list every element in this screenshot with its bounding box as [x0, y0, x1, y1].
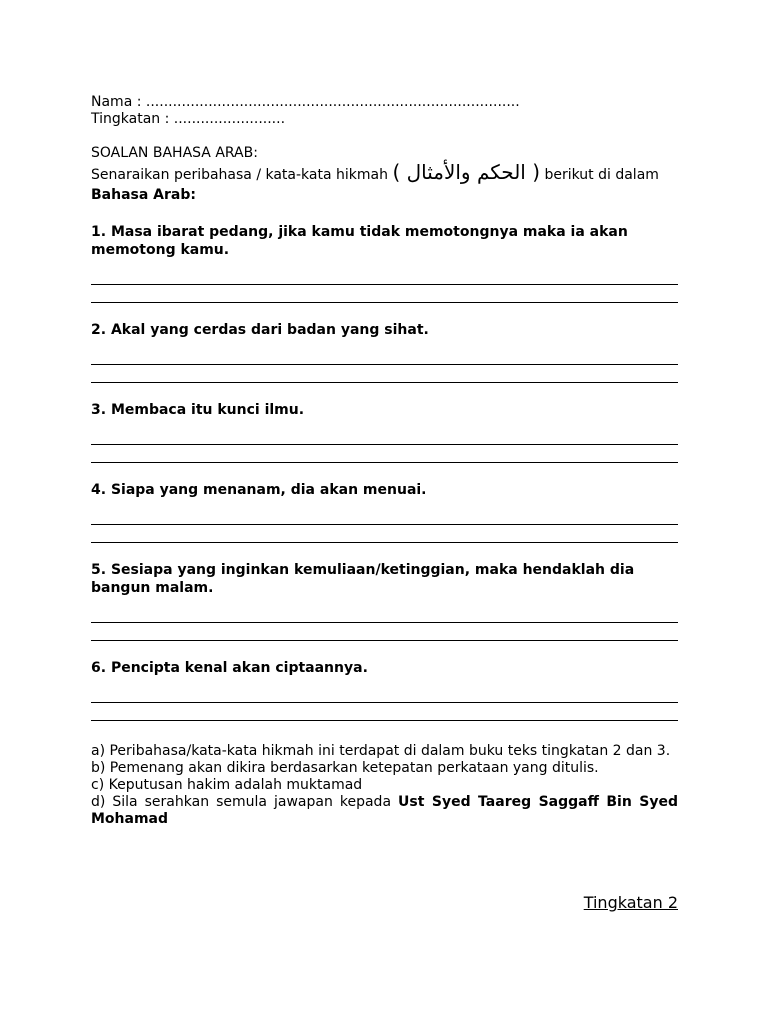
question-number: 5. [91, 562, 107, 578]
instruction-emphasis: Bahasa Arab: [91, 187, 196, 203]
answer-line[interactable] [91, 267, 678, 285]
nama-label: Nama : [91, 94, 146, 110]
answer-line[interactable] [91, 623, 678, 641]
answer-line[interactable] [91, 507, 678, 525]
answer-line[interactable] [91, 525, 678, 543]
question-1 [91, 223, 678, 259]
answer-line[interactable] [91, 445, 678, 463]
note-c: c) Keputusan hakim adalah muktamad [91, 777, 363, 793]
instruction [91, 162, 678, 205]
answer-line[interactable] [91, 703, 678, 721]
note-d [91, 794, 678, 828]
question-number: 2. [91, 322, 107, 338]
tingkatan-line [91, 111, 678, 128]
answer-line[interactable] [91, 285, 678, 303]
question-5 [91, 561, 678, 597]
instruction-text: Senaraikan peribahasa / kata-kata hikmah [91, 167, 393, 183]
nama-blank: .................................................................................... [145, 94, 520, 110]
tingkatan-label: Tingkatan : [91, 111, 174, 127]
question-number: 4. [91, 482, 107, 498]
question-text: Akal yang cerdas dari badan yang sihat. [110, 322, 429, 338]
question-3 [91, 401, 678, 419]
worksheet [91, 94, 678, 828]
answer-line[interactable] [91, 427, 678, 445]
question-2 [91, 321, 678, 339]
section-title: SOALAN BAHASA ARAB: [91, 145, 258, 161]
question-text: Siapa yang menanam, dia akan menuai. [110, 482, 427, 498]
question-number: 6. [91, 660, 107, 676]
question-6 [91, 659, 678, 677]
answer-line[interactable] [91, 347, 678, 365]
question-text: Masa ibarat pedang, jika kamu tidak memotongnya maka ia akan memotong kamu. [91, 224, 628, 258]
note-d-text: d) Sila serahkan semula jawapan kepada [91, 794, 399, 810]
question-4 [91, 481, 678, 499]
instruction-arabic: ( الحكم والأمثال ) [392, 160, 541, 184]
nama-line [91, 94, 678, 111]
notes [91, 743, 678, 828]
question-text: Sesiapa yang inginkan kemuliaan/ketinggian, maka hendaklah dia bangun malam. [91, 562, 635, 596]
tingkatan-blank: ......................... [173, 111, 286, 127]
answer-line[interactable] [91, 685, 678, 703]
question-text: Membaca itu kunci ilmu. [110, 402, 305, 418]
note-b: b) Pemenang akan dikira berdasarkan ketepatan perkataan yang ditulis. [91, 760, 599, 776]
question-number: 1. [91, 224, 107, 240]
note-a: a) Peribahasa/kata-kata hikmah ini terdapat di dalam buku teks tingkatan 2 dan 3. [91, 743, 671, 759]
instruction-text-2: berikut di dalam [540, 167, 659, 183]
answer-line[interactable] [91, 365, 678, 383]
question-number: 3. [91, 402, 107, 418]
question-text: Pencipta kenal akan ciptaannya. [110, 660, 368, 676]
note-d-name: Ust Syed Taareg Saggaff Bin Syed Mohamad [91, 794, 678, 827]
footer-tingkatan: Tingkatan 2 [583, 893, 678, 912]
answer-line[interactable] [91, 605, 678, 623]
